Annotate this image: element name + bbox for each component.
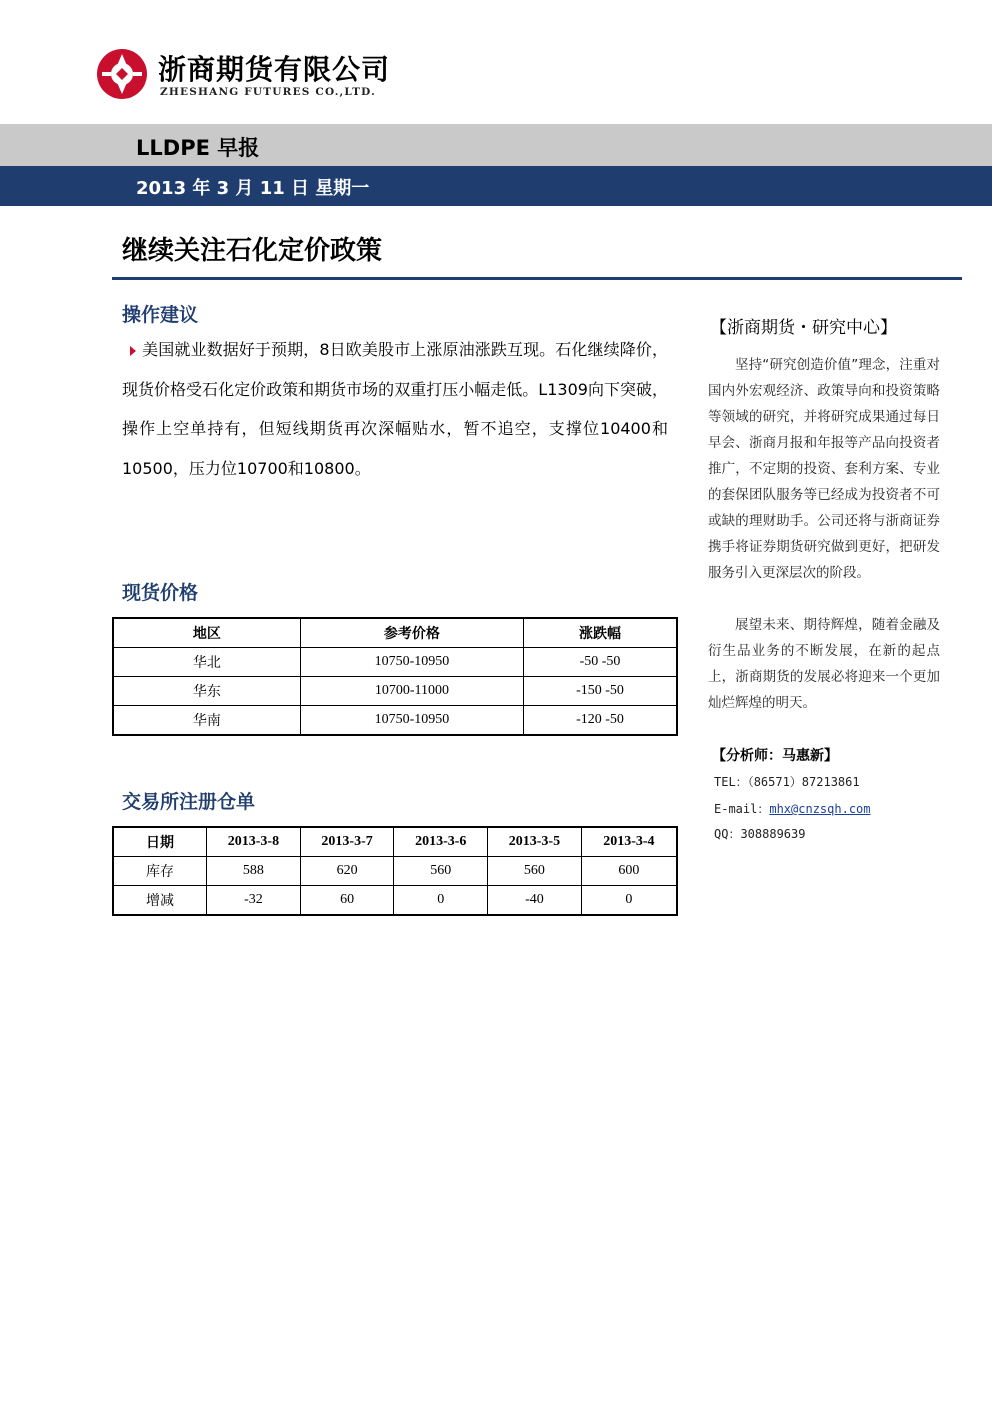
company-name-cn: 浙商期货有限公司 — [158, 53, 391, 86]
analyst-name: 【分析师：马惠新】 — [712, 748, 838, 764]
col-header: 2013-3-4 — [581, 827, 677, 857]
table-cell: 库存 — [113, 857, 207, 886]
table-cell: 620 — [300, 857, 394, 886]
research-center-intro: 坚持“研究创造价值”理念，注重对国内外宏观经济、政策导向和投资策略等领域的研究，并将研究成果通过每日早会、浙商月报和年报等产品向投资者推广，不定期的投资、套利方案、专业的套保团队服务等已经成为投资者不可或缺的理财助手。公司还将与浙商证券携手将证券期货研究做到更好，把研发服务引入更深层次的阶段。 — [708, 357, 940, 581]
table-cell: 0 — [581, 886, 677, 916]
table-cell: 0 — [394, 886, 488, 916]
table-cell: -40 — [488, 886, 582, 916]
table-cell: -32 — [207, 886, 301, 916]
table-cell: 华东 — [113, 677, 300, 706]
company-name-en: ZHESHANG FUTURES CO.,LTD. — [160, 86, 376, 98]
research-center-outlook: 展望未来、期待辉煌，随着金融及衍生品业务的不断发展，在新的起点上，浙商期货的发展必将迎来一个更加灿烂辉煌的明天。 — [708, 617, 940, 711]
table-cell: -120 -50 — [524, 706, 677, 736]
table-cell: 600 — [581, 857, 677, 886]
table-header-row — [113, 618, 677, 648]
table-cell: 华南 — [113, 706, 300, 736]
table-cell: 华北 — [113, 648, 300, 677]
qq-label: QQ： — [714, 827, 741, 841]
contact-email — [714, 800, 871, 817]
table-cell: 10700-11000 — [300, 677, 523, 706]
tel-label: TEL： — [714, 775, 748, 789]
research-center-title: 【浙商期货・研究中心】 — [710, 318, 897, 338]
table-cell: 10750-10950 — [300, 706, 523, 736]
table-cell: 560 — [488, 857, 582, 886]
col-header: 2013-3-5 — [488, 827, 582, 857]
advice-heading: 操作建议 — [122, 304, 199, 326]
spot-price-table — [112, 617, 678, 736]
email-label: E-mail： — [714, 802, 770, 816]
bullet-arrow-icon — [130, 346, 136, 356]
report-date: 2013 年 3 月 11 日 星期一 — [136, 178, 370, 199]
table-row — [113, 677, 677, 706]
table-row — [113, 857, 677, 886]
report-type: LLDPE 早报 — [136, 136, 260, 160]
contact-qq — [714, 825, 805, 842]
table-cell: -150 -50 — [524, 677, 677, 706]
report-title: 继续关注石化定价政策 — [122, 236, 383, 266]
table-row — [113, 886, 677, 916]
spot-heading: 现货价格 — [122, 582, 199, 604]
advice-paragraph — [122, 330, 668, 488]
col-header: 2013-3-8 — [207, 827, 301, 857]
table-row — [113, 706, 677, 736]
tel-value: （86571）87213861 — [747, 775, 860, 789]
table-cell: 增减 — [113, 886, 207, 916]
company-emblem-icon — [96, 48, 148, 100]
table-cell: 60 — [300, 886, 394, 916]
table-row — [113, 648, 677, 677]
warehouse-receipt-table — [112, 826, 678, 916]
report-type-band — [0, 124, 992, 166]
table-cell: 588 — [207, 857, 301, 886]
col-header: 2013-3-6 — [394, 827, 488, 857]
email-link[interactable]: mhx@cnzsqh.com — [769, 802, 871, 816]
col-header: 日期 — [113, 827, 207, 857]
company-logo — [96, 44, 396, 104]
col-header: 地区 — [113, 618, 300, 648]
table-cell: 10750-10950 — [300, 648, 523, 677]
table-cell: 560 — [394, 857, 488, 886]
col-header: 2013-3-7 — [300, 827, 394, 857]
qq-value: 308889639 — [740, 827, 806, 841]
advice-text: 美国就业数据好于预期，8日欧美股市上涨原油涨跌互现。石化继续降价，现货价格受石化定价政策和期货市场的双重打压小幅走低。L1309向下突破，操作上空单持有，但短线期货再次深幅贴水，暂不追空，支撑位10400和10500，压力位10700和10800。 — [122, 340, 668, 478]
table-header-row — [113, 827, 677, 857]
contact-tel — [714, 773, 860, 790]
warehouse-heading: 交易所注册仓单 — [122, 791, 256, 813]
table-cell: -50 -50 — [524, 648, 677, 677]
col-header: 参考价格 — [300, 618, 523, 648]
title-divider — [112, 277, 962, 280]
date-band — [0, 166, 992, 206]
col-header: 涨跌幅 — [524, 618, 677, 648]
